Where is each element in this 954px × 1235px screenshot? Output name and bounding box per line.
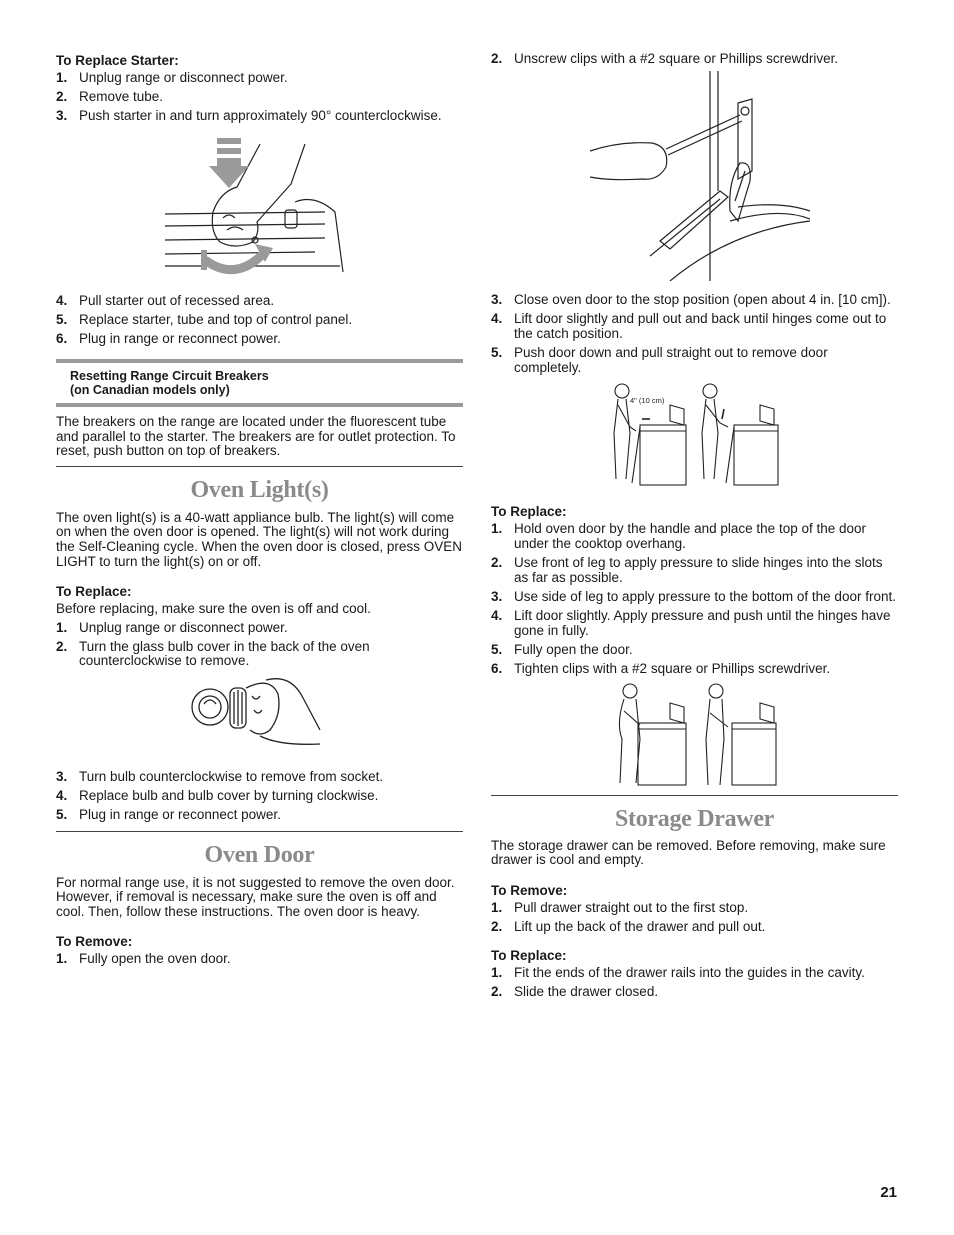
- breakers-box-line2: (on Canadian models only): [70, 382, 230, 397]
- step-item: [56, 294, 463, 309]
- step-text: Fully open the door.: [514, 641, 633, 657]
- oven-lights-replace-intro: Before replacing, make sure the oven is off and cool.: [56, 601, 371, 617]
- step-text: Pull drawer straight out to the first stop.: [514, 899, 749, 915]
- step-number: 1.: [491, 964, 503, 980]
- drawer-replace-steps: [491, 966, 898, 1000]
- step-item: [56, 952, 463, 967]
- step-text: Close oven door to the stop position (open about 4 in. [10 cm]).: [514, 292, 891, 308]
- step-item: [491, 985, 898, 1000]
- door-replace-illustration: [610, 683, 780, 789]
- oven-door-remove-heading: To Remove:: [56, 934, 133, 950]
- step-number: 3.: [491, 292, 503, 308]
- step-number: 5.: [491, 641, 503, 657]
- step-item: [491, 643, 898, 658]
- starter-steps-b: [56, 294, 463, 347]
- step-text: Pull starter out of recessed area.: [79, 292, 275, 308]
- step-item: [56, 808, 463, 823]
- step-text: Plug in range or reconnect power.: [79, 331, 281, 347]
- step-text: Lift door slightly and pull out and back until hinges come out to the catch position.: [514, 311, 887, 341]
- step-text: Unplug range or disconnect power.: [79, 70, 288, 85]
- step-number: 3.: [491, 588, 503, 604]
- step-item: [491, 920, 898, 935]
- breakers-box-line1: Resetting Range Circuit Breakers: [70, 368, 269, 383]
- step-number: 1.: [491, 899, 503, 915]
- step-item: [56, 770, 463, 785]
- step-item: [56, 90, 463, 105]
- step-text: Lift up the back of the drawer and pull out.: [514, 919, 766, 935]
- step-number: 4.: [491, 311, 503, 327]
- step-text: Use side of leg to apply pressure to the bottom of the door front.: [514, 588, 896, 604]
- bulb-illustration: [190, 674, 330, 764]
- step-item: [491, 293, 898, 308]
- step-number: 1.: [56, 951, 68, 967]
- step-number: 4.: [56, 292, 68, 308]
- section-divider: [56, 466, 463, 467]
- oven-door-steps: [56, 952, 463, 967]
- step-number: 2.: [491, 555, 503, 571]
- step-number: 1.: [56, 619, 68, 635]
- right-column: [491, 52, 898, 1004]
- section-divider: [56, 831, 463, 832]
- step-number: 2.: [56, 89, 68, 105]
- oven-door-title: Oven Door: [204, 841, 315, 868]
- oven-lights-title: Oven Light(s): [190, 476, 329, 503]
- step-item: [491, 556, 898, 585]
- storage-drawer-intro: The storage drawer can be removed. Before removing, make sure drawer is cool and empty.: [491, 837, 886, 868]
- step-number: 2.: [491, 51, 503, 66]
- oven-lights-steps-a: [56, 621, 463, 669]
- page-number: 21: [880, 1184, 897, 1201]
- step-item: [56, 332, 463, 347]
- section-divider: [491, 795, 898, 796]
- step-text: Tighten clips with a #2 square or Phillips screwdriver.: [514, 661, 831, 677]
- step-number: 6.: [56, 331, 68, 347]
- step-item: [491, 590, 898, 605]
- step-text: Fully open the oven door.: [79, 951, 231, 967]
- step-item: [491, 52, 898, 67]
- step-text: Use front of leg to apply pressure to slide hinges into the slots as far as possible.: [514, 555, 883, 585]
- step-item: [491, 966, 898, 981]
- replace-starter-heading: To Replace Starter:: [56, 53, 179, 68]
- step-number: 5.: [491, 345, 503, 361]
- step-item: [56, 621, 463, 636]
- oven-door-intro: For normal range use, it is not suggested to remove the oven door. However, if removal is necessary, make sure the oven is off and cool. Then, follow these instructions. The oven door is heavy.: [56, 874, 455, 919]
- step-text: Replace bulb and bulb cover by turning clockwise.: [79, 787, 379, 803]
- starter-illustration: [165, 132, 355, 282]
- step-number: 4.: [56, 787, 68, 803]
- step-number: 2.: [491, 983, 503, 999]
- drawer-replace-heading: To Replace:: [491, 947, 567, 963]
- drawer-remove-steps: [491, 901, 898, 935]
- door-remove-steps-b: [491, 293, 898, 375]
- step-number: 3.: [56, 768, 68, 784]
- step-item: [56, 71, 463, 86]
- screwdriver-illustration: [580, 71, 810, 281]
- step-text: Turn the glass bulb cover in the back of the oven counterclockwise to remove.: [79, 638, 370, 669]
- step-item: [491, 609, 898, 638]
- step-text: Hold oven door by the handle and place the top of the door under the cooktop overhang.: [514, 521, 867, 551]
- step-text: Replace starter, tube and top of control panel.: [79, 312, 353, 328]
- left-column: [56, 52, 463, 972]
- step-item: [491, 662, 898, 677]
- step-number: 2.: [56, 638, 68, 654]
- door-replace-steps: [491, 522, 898, 676]
- step-number: 2.: [491, 919, 503, 935]
- door-gap-label: 4" (10 cm): [629, 396, 664, 406]
- door-replace-heading: To Replace:: [491, 504, 567, 520]
- step-item: [56, 640, 463, 669]
- door-removal-illustration: [610, 383, 780, 487]
- drawer-remove-heading: To Remove:: [491, 882, 568, 898]
- oven-lights-steps-b: [56, 770, 463, 823]
- storage-drawer-title: Storage Drawer: [614, 805, 775, 832]
- step-text: Turn bulb counterclockwise to remove from socket.: [79, 768, 384, 784]
- step-text: Push door down and pull straight out to remove door completely.: [514, 345, 828, 375]
- step-text: Lift door slightly. Apply pressure and push until the hinges have gone in fully.: [514, 608, 891, 638]
- step-item: [491, 901, 898, 916]
- step-number: 5.: [56, 807, 68, 823]
- step-text: Unscrew clips with a #2 square or Phillips screwdriver.: [514, 51, 839, 66]
- step-number: 1.: [491, 521, 503, 537]
- step-item: [56, 313, 463, 328]
- oven-lights-intro: The oven light(s) is a 40-watt appliance bulb. The light(s) will come on when the oven door is opened. The light(s) will not work during the Self-Cleaning cycle. When the oven door is closed, press OVEN LIGHT to turn the light(s) on or off.: [56, 509, 462, 569]
- step-text: Plug in range or reconnect power.: [79, 807, 281, 823]
- step-item: [56, 109, 463, 124]
- breakers-box-heading: [56, 359, 463, 407]
- step-item: [56, 789, 463, 804]
- oven-lights-replace-heading: To Replace:: [56, 584, 132, 600]
- step-item: [491, 522, 898, 551]
- step-text: Fit the ends of the drawer rails into the guides in the cavity.: [514, 964, 865, 980]
- step-item: [491, 346, 898, 375]
- step-item: [491, 312, 898, 341]
- step-number: 4.: [491, 608, 503, 624]
- step-text: Push starter in and turn approximately 90° counterclockwise.: [79, 108, 442, 124]
- step-number: 6.: [491, 661, 503, 677]
- step-text: Unplug range or disconnect power.: [79, 619, 288, 635]
- breakers-text: The breakers on the range are located under the fluorescent tube and parallel to the starter. The breakers are for outlet protection. To reset, push button on top of breakers.: [56, 413, 456, 459]
- step-number: 3.: [56, 108, 68, 124]
- starter-steps-a: [56, 71, 463, 124]
- step-text: Remove tube.: [79, 89, 164, 105]
- step-text: Slide the drawer closed.: [514, 983, 659, 999]
- step-number: 5.: [56, 312, 68, 328]
- step-number: 1.: [56, 70, 68, 85]
- door-remove-steps-a: [491, 52, 898, 67]
